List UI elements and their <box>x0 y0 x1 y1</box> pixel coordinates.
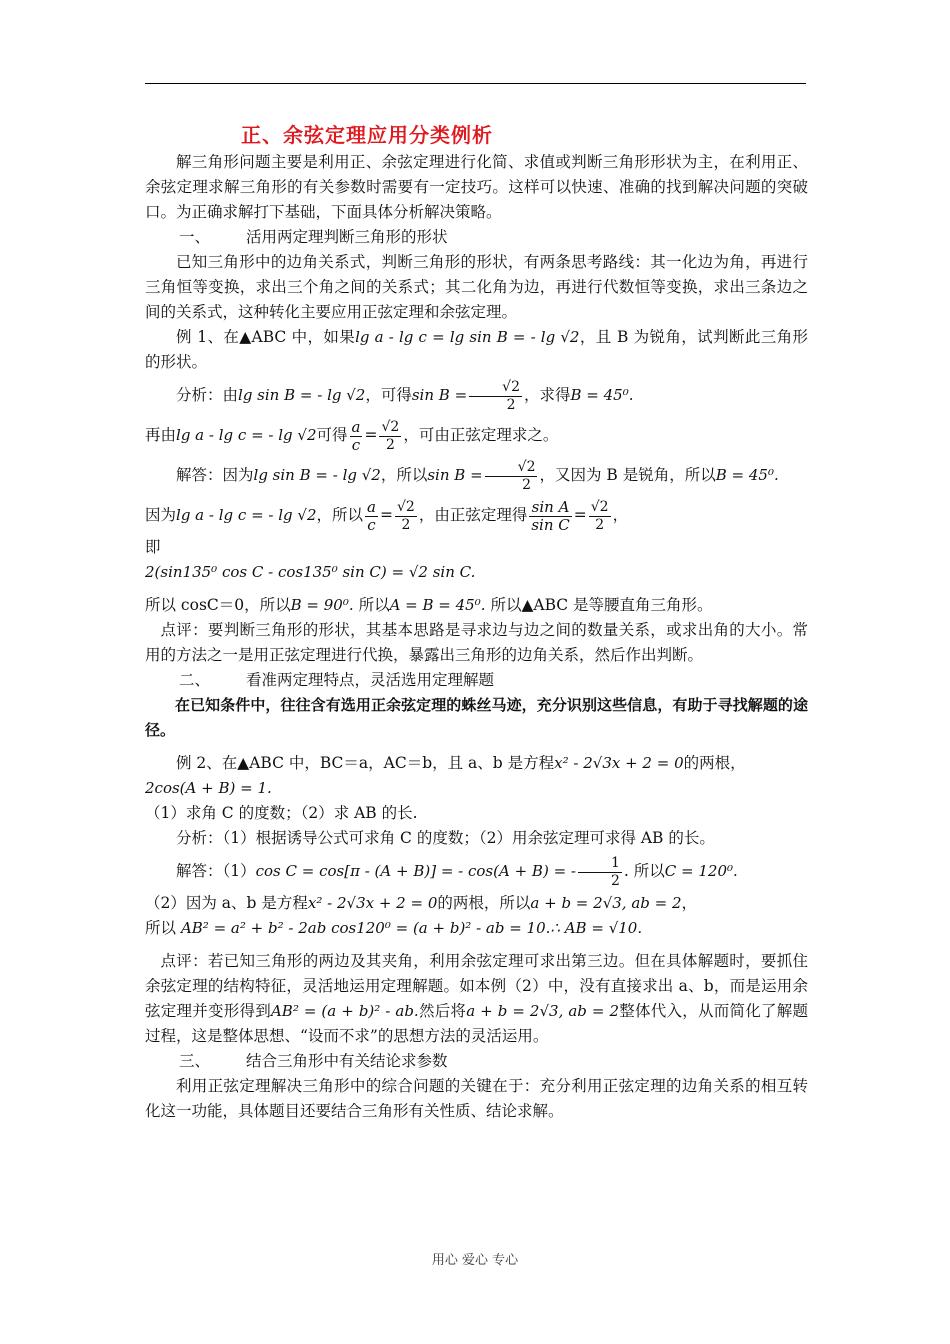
section-1-body: 已知三角形中的边角关系式，判断三角形的形状，有两条思考路线：其一化边为角，再进行三角恒等变换，求出三个角之间的关系式；其二化角为边，再进行代数恒等变换，求出三条边之间的关系式，这种转化主要应用正弦定理和余弦定理。 <box>145 253 808 321</box>
section-1-title: 活用两定理判断三角形的形状 <box>246 228 448 246</box>
solution-2-part-1: 解答：（1）cos C = cos[π - (A + B)] = - cos(A + B) = - $\frac{1}{2}$ . 所以C = 120⁰. <box>176 854 738 889</box>
example-2-questions: （1）求角 C 的度数；（2）求 AB 的长. <box>145 804 418 822</box>
fraction-a-over-c: $\frac{a}{c}$ <box>367 497 376 534</box>
intro-paragraph: 解三角形问题主要是利用正、余弦定理进行化简、求值或判断三角形形状为主，在利用正、余弦定理求解三角形的有关参数时需要有一定技巧。这样可以快速、准确的找到解决问题的突破口。为正确求解打下基础，下面具体分析解决策略。 <box>145 153 808 221</box>
page-footer: 用心 爱心 专心 <box>431 1253 519 1268</box>
solution-2-part-2-result: 所以 AB² = a² + b² - 2ab cos120⁰ = (a + b)² - ab = 10.∴ AB = √10. <box>145 919 643 937</box>
fraction-1-over-2: $\frac{1}{2}$ <box>578 855 622 890</box>
fraction-sinA-over-sinC: $\frac{\text{sin A}}{\text{sin C}}$ <box>531 497 570 534</box>
section-2-heading <box>179 668 808 693</box>
section-3-number: 三、 <box>179 1052 211 1070</box>
example-1: 例 1、在▲ABC 中，如果lg a - lg c = lg sin B = - lg √2，且 B 为锐角，试判断此三角形的形状。 <box>145 328 808 371</box>
solution-1-ji: 即 <box>145 538 161 556</box>
fraction-a-over-c: $\frac{a}{c}$ <box>351 417 361 454</box>
analysis-1-cont: 再由lg a - lg c = - lg √2可得 $\frac{a}{c}$ = $\frac{√2}{2}$ ，可由正弦定理求之。 <box>145 417 559 454</box>
solution-1-cont: 因为lg a - lg c = - lg √2，所以 $\frac{a}{c}$ = $\frac{√2}{2}$ ，由正弦定理得 $\frac{\text{sin A}}{\text{sin C}}$ = $\frac{√2}{2}$ ， <box>145 497 629 534</box>
document-body <box>145 120 808 1124</box>
fraction-sqrt2-over-2: $\frac{√2}{2}$ <box>469 379 522 414</box>
section-1-heading <box>179 225 808 250</box>
fraction-sqrt2-over-2: $\frac{√2}{2}$ <box>590 498 609 533</box>
section-3-body: 利用正弦定理解决三角形中的综合问题的关键在于：充分利用正弦定理的边角关系的相互转化这一功能，具体题目还要结合三角形有关性质、结论求解。 <box>145 1077 808 1120</box>
solution-1-conclusion: 所以 cosC＝0，所以B = 90⁰. 所以A = B = 45⁰. 所以▲ABC 是等腰直角三角形。 <box>145 596 713 614</box>
document-title: 正、余弦定理应用分类例析 <box>241 123 493 147</box>
fraction-sqrt2-over-2: $\frac{√2}{2}$ <box>396 498 415 533</box>
example-2-condition: 2cos(A + B) = 1. <box>145 779 272 797</box>
section-2-bold-paragraph: 在已知条件中，往往含有选用正余弦定理的蛛丝马迹，充分识别这些信息，有助于寻找解题的途径。 <box>145 696 808 739</box>
section-2-title: 看准两定理特点，灵活选用定理解题 <box>246 671 495 689</box>
section-2-number: 二、 <box>179 671 211 689</box>
fraction-sqrt2-over-2: $\frac{√2}{2}$ <box>485 459 538 494</box>
analysis-1: 分析：由lg sin B = - lg √2，可得sin B = $\frac{√2}{2}$ ，求得B = 45⁰. <box>176 378 634 413</box>
analysis-2: 分析：（1）根据诱导公式可求角 C 的度数；（2）用余弦定理可求得 AB 的长。 <box>176 829 715 847</box>
comment-2: 点评：若已知三角形的两边及其夹角，利用余弦定理可求出第三边。但在具体解题时，要抓住余弦定理的结构特征，灵活地运用定理解题。如本例（2）中，没有直接求出 a、b，而是运用余弦定理并变形得到AB² = (a + b)² - ab.然后将a + b = 2√3, ab = 2整体代入，从而简化了解题过程，这是整体思想、“设而不求”的思想方法的灵活运用。 <box>145 952 808 1045</box>
header-rule <box>145 83 806 84</box>
section-3-heading <box>179 1049 808 1074</box>
solution-1: 解答：因为lg sin B = - lg √2，所以sin B = $\frac{√2}{2}$ ，又因为 B 是锐角，所以B = 45⁰. <box>176 458 779 493</box>
example-1-math: lg a - lg c = lg sin B = - lg √2 <box>355 328 580 346</box>
solution-2-part-2: （2）因为 a、b 是方程x² - 2√3x + 2 = 0的两根，所以a + b = 2√3, ab = 2， <box>145 894 698 912</box>
solution-1-equation: 2(sin135⁰ cos C - cos135⁰ sin C) = √2 sin C. <box>145 563 476 581</box>
example-2: 例 2、在▲ABC 中，BC＝a，AC＝b，且 a、b 是方程x² - 2√3x + 2 = 0的两根， <box>176 754 746 772</box>
section-1-number: 一、 <box>179 228 211 246</box>
section-3-title: 结合三角形中有关结论求参数 <box>246 1052 448 1070</box>
comment-1: 点评：要判断三角形的形状，其基本思路是寻求边与边之间的数量关系，或求出角的大小。常用的方法之一是用正弦定理进行代换，暴露出三角形的边角关系，然后作出判断。 <box>145 621 808 664</box>
fraction-sqrt2-over-2: $\frac{√2}{2}$ <box>381 418 400 453</box>
